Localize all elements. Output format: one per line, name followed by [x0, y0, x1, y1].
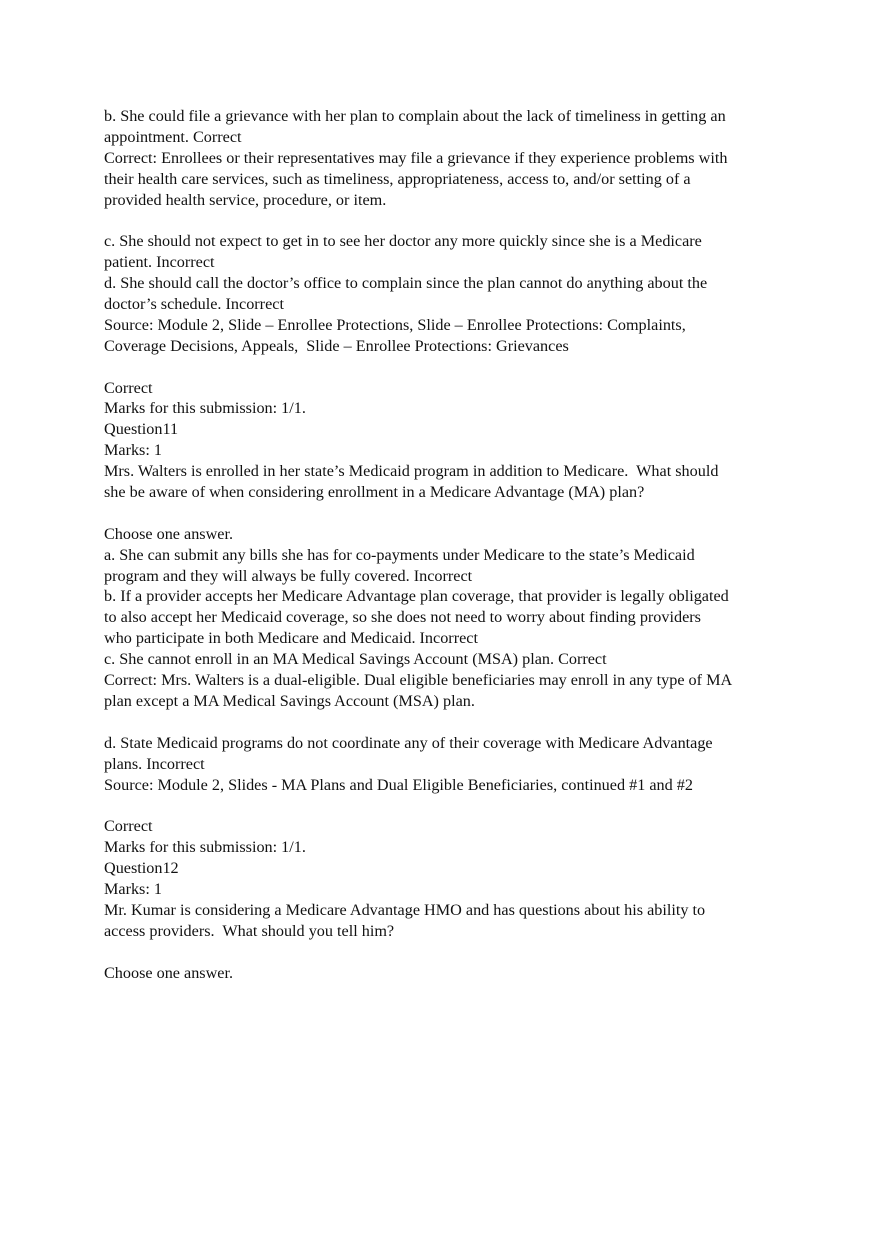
document-page: [104, 106, 784, 983]
q10-result: Correct: [104, 378, 153, 397]
q11-option-a: [104, 545, 784, 587]
q11-marks: Marks: 1: [104, 441, 162, 460]
text-line: to also accept her Medicaid coverage, so she does not need to worry about finding providers: [104, 608, 701, 627]
text-line: d. She should call the doctor’s office to complain since the plan cannot do anything about the: [104, 274, 708, 293]
q10-option-c: [104, 231, 784, 273]
text-line: plan except a MA Medical Savings Account (MSA) plan.: [104, 691, 475, 710]
spacer: [104, 712, 784, 733]
q11-option-b: [104, 586, 784, 649]
q11-feedback: [104, 670, 784, 712]
text-line: patient. Incorrect: [104, 253, 215, 272]
q12-label: Question12: [104, 859, 179, 878]
text-line: Correct: Enrollees or their representatives may file a grievance if they experience problems with: [104, 148, 728, 167]
q12-prompt: [104, 900, 784, 942]
q10-source: [104, 315, 784, 357]
text-line: b. She could file a grievance with her plan to complain about the lack of timeliness in getting an: [104, 107, 726, 125]
q11-source: Source: Module 2, Slides - MA Plans and Dual Eligible Beneficiaries, continued #1 and #2: [104, 775, 693, 794]
text-line: Correct: Mrs. Walters is a dual-eligible. Dual eligible beneficiaries may enroll in any type of MA: [104, 671, 733, 690]
q10-option-d: [104, 273, 784, 315]
text-line: doctor’s schedule. Incorrect: [104, 295, 284, 314]
q11-prompt: [104, 461, 784, 503]
text-line: Mrs. Walters is enrolled in her state’s Medicaid program in addition to Medicare. What should: [104, 462, 719, 481]
q11-result: Correct: [104, 817, 153, 836]
text-line: appointment. Correct: [104, 127, 242, 146]
q11-label: Question11: [104, 420, 179, 439]
q11-choose: Choose one answer.: [104, 524, 234, 543]
spacer: [104, 210, 784, 231]
spacer: [104, 795, 784, 816]
text-line: c. She should not expect to get in to see her doctor any more quickly since she is a Medicare: [104, 232, 702, 251]
text-line: their health care services, such as timeliness, appropriateness, access to, and/or setting of a: [104, 169, 691, 188]
text-line: plans. Incorrect: [104, 754, 205, 773]
text-line: she be aware of when considering enrollment in a Medicare Advantage (MA) plan?: [104, 483, 645, 502]
q12-marks: Marks: 1: [104, 879, 162, 898]
text-line: program and they will always be fully covered. Incorrect: [104, 566, 473, 585]
q12-choose: Choose one answer.: [104, 963, 234, 982]
text-line: d. State Medicaid programs do not coordinate any of their coverage with Medicare Advantage: [104, 733, 713, 752]
text-line: access providers. What should you tell him?: [104, 921, 395, 940]
q10-feedback: [104, 148, 784, 211]
text-line: Mr. Kumar is considering a Medicare Advantage HMO and has questions about his ability to: [104, 900, 706, 919]
text-line: Source: Module 2, Slide – Enrollee Protections, Slide – Enrollee Protections: Complaints,: [104, 315, 686, 334]
spacer: [104, 942, 784, 963]
text-line: provided health service, procedure, or item.: [104, 190, 387, 209]
text-line: who participate in both Medicare and Medicaid. Incorrect: [104, 629, 478, 648]
text-line: a. She can submit any bills she has for co-payments under Medicare to the state’s Medicaid: [104, 545, 695, 564]
q11-marks-submission: Marks for this submission: 1/1.: [104, 838, 306, 857]
spacer: [104, 503, 784, 524]
q11-option-d: [104, 733, 784, 775]
text-line: b. If a provider accepts her Medicare Advantage plan coverage, that provider is legally obligated: [104, 587, 729, 606]
q10-option-b: [104, 106, 784, 148]
spacer: [104, 357, 784, 378]
q11-option-c: c. She cannot enroll in an MA Medical Savings Account (MSA) plan. Correct: [104, 650, 607, 669]
text-line: Coverage Decisions, Appeals, Slide – Enrollee Protections: Grievances: [104, 336, 569, 355]
q10-marks-submission: Marks for this submission: 1/1.: [104, 399, 306, 418]
